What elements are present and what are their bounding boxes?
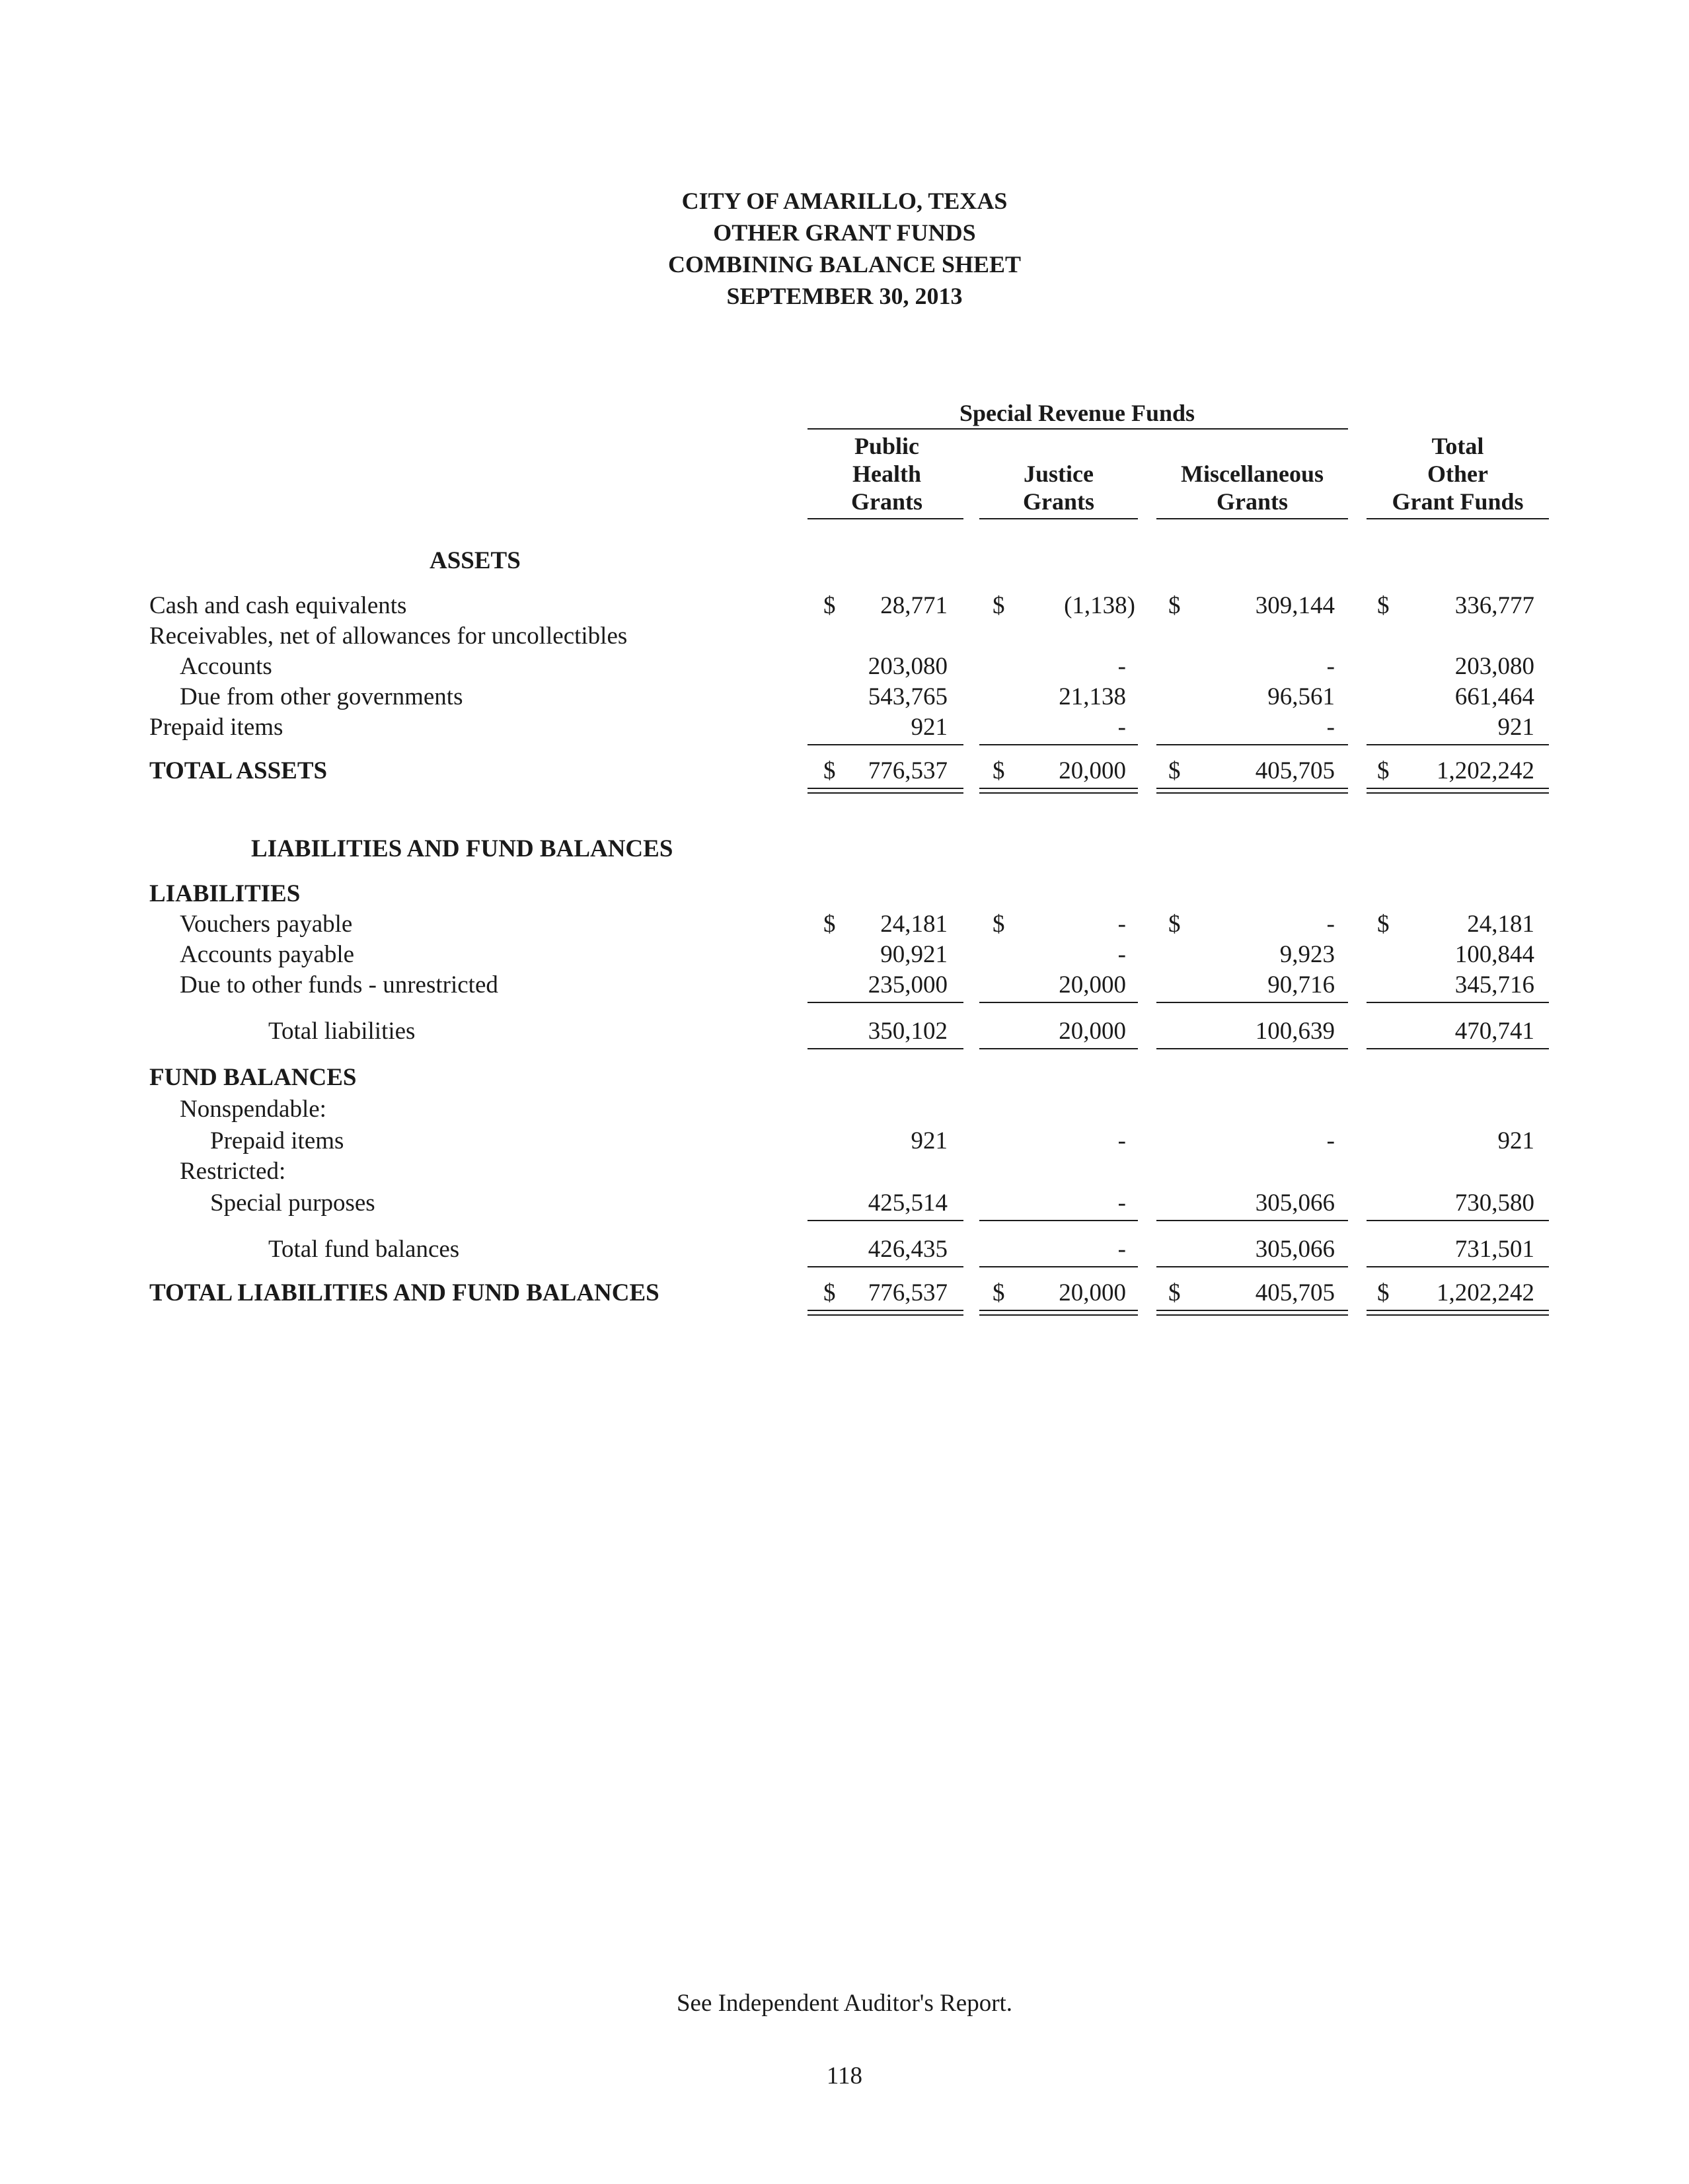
double-rule [807, 792, 963, 794]
subtotal-rule [807, 1048, 963, 1049]
cell-prepaid-justice: - [1117, 714, 1126, 741]
double-rule [979, 1314, 1138, 1316]
cell-cash-total: 336,777 [1454, 592, 1534, 619]
cell-total-lfb-total: 1,202,242 [1437, 1279, 1534, 1306]
subtotal-rule [1367, 1220, 1549, 1221]
dollar-sign: $ [1168, 911, 1181, 938]
cell-cash-public-health: 28,771 [880, 592, 948, 619]
row-label-prepaid-items-fund: Prepaid items [210, 1127, 344, 1154]
cell-due-from-miscellaneous: 96,561 [1267, 683, 1335, 710]
cell-accounts-payable-total: 100,844 [1454, 941, 1534, 968]
section-liabilities-fund-balances: LIABILITIES AND FUND BALANCES [251, 835, 673, 862]
subtotal-rule [1156, 744, 1348, 745]
cell-prepaid-fund-total: 921 [1497, 1127, 1534, 1154]
dollar-sign: $ [823, 757, 836, 784]
cell-special-purposes-public-health: 425,514 [868, 1189, 948, 1217]
cell-cash-miscellaneous: 309,144 [1255, 592, 1335, 619]
dollar-sign: $ [1377, 592, 1390, 619]
group-header-rule [807, 428, 1348, 430]
cell-accounts-payable-public-health: 90,921 [880, 941, 948, 968]
report-title [0, 185, 1689, 312]
cell-total-fund-public-health: 426,435 [868, 1236, 948, 1263]
subtotal-rule [1367, 1266, 1549, 1267]
cell-cash-justice: (1,138) [1064, 592, 1135, 619]
subtotal-rule [979, 1048, 1138, 1049]
double-rule [1156, 788, 1348, 789]
subtotal-rule [1156, 1266, 1348, 1267]
subtotal-rule [1156, 1048, 1348, 1049]
dollar-sign: $ [993, 592, 1005, 619]
subtotal-rule [807, 1002, 963, 1003]
row-label-cash: Cash and cash equivalents [149, 592, 407, 619]
cell-vouchers-total: 24,181 [1467, 911, 1534, 938]
subtotal-rule [979, 1220, 1138, 1221]
title-line-2: OTHER GRANT FUNDS [713, 219, 976, 246]
cell-accounts-payable-miscellaneous: 9,923 [1279, 941, 1335, 968]
header-rule-2 [979, 518, 1138, 519]
double-rule [807, 788, 963, 789]
cell-accounts-miscellaneous: - [1326, 653, 1335, 680]
auditor-report-note: See Independent Auditor's Report. [676, 1990, 1013, 2017]
double-rule [1367, 788, 1549, 789]
subtotal-rule [1367, 1048, 1549, 1049]
double-rule [1367, 1310, 1549, 1311]
cell-prepaid-public-health: 921 [911, 714, 948, 741]
dollar-sign: $ [1377, 1279, 1390, 1306]
row-label-total-fund-balances: Total fund balances [268, 1236, 460, 1263]
section-assets: ASSETS [430, 547, 521, 574]
subtotal-rule [979, 744, 1138, 745]
dollar-sign: $ [1168, 1279, 1181, 1306]
cell-total-fund-miscellaneous: 305,066 [1255, 1236, 1335, 1263]
cell-prepaid-fund-miscellaneous: - [1326, 1127, 1335, 1154]
cell-vouchers-miscellaneous: - [1326, 911, 1335, 938]
row-label-special-purposes: Special purposes [210, 1189, 375, 1217]
double-rule [979, 792, 1138, 794]
dollar-sign: $ [823, 1279, 836, 1306]
cell-vouchers-public-health: 24,181 [880, 911, 948, 938]
cell-due-from-total: 661,464 [1454, 683, 1534, 710]
cell-due-to-total: 345,716 [1454, 971, 1534, 998]
row-label-receivables: Receivables, net of allowances for uncollectibles [149, 622, 628, 650]
cell-accounts-public-health: 203,080 [868, 653, 948, 680]
cell-prepaid-fund-justice: - [1117, 1127, 1126, 1154]
dollar-sign: $ [1377, 757, 1390, 784]
header-rule-1 [807, 518, 963, 519]
subtotal-rule [1156, 1002, 1348, 1003]
row-label-total-liabilities: Total liabilities [268, 1018, 416, 1045]
cell-due-from-public-health: 543,765 [868, 683, 948, 710]
subtotal-rule [807, 1220, 963, 1221]
cell-special-purposes-total: 730,580 [1454, 1189, 1534, 1217]
group-header: Special Revenue Funds [959, 400, 1195, 426]
dollar-sign: $ [1168, 592, 1181, 619]
cell-accounts-payable-justice: - [1117, 941, 1126, 968]
cell-total-liabilities-public-health: 350,102 [868, 1018, 948, 1045]
row-label-restricted: Restricted: [180, 1158, 286, 1185]
row-label-due-from-governments: Due from other governments [180, 683, 463, 710]
cell-total-assets-justice: 20,000 [1059, 757, 1126, 784]
double-rule [1367, 1314, 1549, 1316]
row-label-due-to-other-funds: Due to other funds - unrestricted [180, 971, 498, 998]
subtotal-rule [1156, 1220, 1348, 1221]
subtotal-rule [979, 1002, 1138, 1003]
header-rule-3 [1156, 518, 1348, 519]
cell-accounts-total: 203,080 [1454, 653, 1534, 680]
title-line-4: SEPTEMBER 30, 2013 [726, 283, 963, 309]
dollar-sign: $ [1168, 757, 1181, 784]
row-label-vouchers-payable: Vouchers payable [180, 911, 353, 938]
title-line-3: COMBINING BALANCE SHEET [667, 251, 1022, 278]
cell-due-from-justice: 21,138 [1059, 683, 1126, 710]
double-rule [807, 1310, 963, 1311]
subtotal-rule [807, 1266, 963, 1267]
row-label-accounts: Accounts [180, 653, 272, 680]
double-rule [1367, 792, 1549, 794]
cell-total-lfb-public-health: 776,537 [868, 1279, 948, 1306]
cell-total-fund-total: 731,501 [1454, 1236, 1534, 1263]
row-label-prepaid-items: Prepaid items [149, 714, 283, 741]
header-rule-4 [1367, 518, 1549, 519]
cell-total-liabilities-miscellaneous: 100,639 [1255, 1018, 1335, 1045]
cell-prepaid-miscellaneous: - [1326, 714, 1335, 741]
cell-total-lfb-justice: 20,000 [1059, 1279, 1126, 1306]
cell-prepaid-fund-public-health: 921 [911, 1127, 948, 1154]
cell-due-to-justice: 20,000 [1059, 971, 1126, 998]
subtotal-rule [979, 1266, 1138, 1267]
page-number: 118 [826, 2062, 863, 2090]
dollar-sign: $ [993, 757, 1005, 784]
dollar-sign: $ [993, 911, 1005, 938]
dollar-sign: $ [823, 592, 836, 619]
row-label-nonspendable: Nonspendable: [180, 1096, 326, 1123]
cell-total-assets-public-health: 776,537 [868, 757, 948, 784]
subtotal-rule [1367, 744, 1549, 745]
section-fund-balances: FUND BALANCES [149, 1064, 357, 1091]
cell-total-liabilities-justice: 20,000 [1059, 1018, 1126, 1045]
row-label-accounts-payable: Accounts payable [180, 941, 355, 968]
cell-vouchers-justice: - [1117, 911, 1126, 938]
cell-special-purposes-justice: - [1117, 1189, 1126, 1217]
cell-total-assets-total: 1,202,242 [1437, 757, 1534, 784]
cell-due-to-miscellaneous: 90,716 [1267, 971, 1335, 998]
cell-prepaid-total: 921 [1497, 714, 1534, 741]
dollar-sign: $ [993, 1279, 1005, 1306]
double-rule [1156, 792, 1348, 794]
double-rule [979, 788, 1138, 789]
dollar-sign: $ [823, 911, 836, 938]
cell-total-assets-miscellaneous: 405,705 [1255, 757, 1335, 784]
subtotal-rule [807, 744, 963, 745]
cell-due-to-public-health: 235,000 [868, 971, 948, 998]
cell-total-fund-justice: - [1117, 1236, 1126, 1263]
double-rule [807, 1314, 963, 1316]
cell-total-lfb-miscellaneous: 405,705 [1255, 1279, 1335, 1306]
subtotal-rule [1367, 1002, 1549, 1003]
dollar-sign: $ [1377, 911, 1390, 938]
cell-total-liabilities-total: 470,741 [1454, 1018, 1534, 1045]
row-label-total-liabilities-fund-balances: TOTAL LIABILITIES AND FUND BALANCES [149, 1279, 659, 1306]
double-rule [1156, 1310, 1348, 1311]
double-rule [1156, 1314, 1348, 1316]
cell-special-purposes-miscellaneous: 305,066 [1255, 1189, 1335, 1217]
title-line-1: CITY OF AMARILLO, TEXAS [681, 188, 1008, 214]
row-label-total-assets: TOTAL ASSETS [149, 757, 328, 784]
cell-accounts-justice: - [1117, 653, 1126, 680]
double-rule [979, 1310, 1138, 1311]
section-liabilities: LIABILITIES [149, 880, 301, 907]
